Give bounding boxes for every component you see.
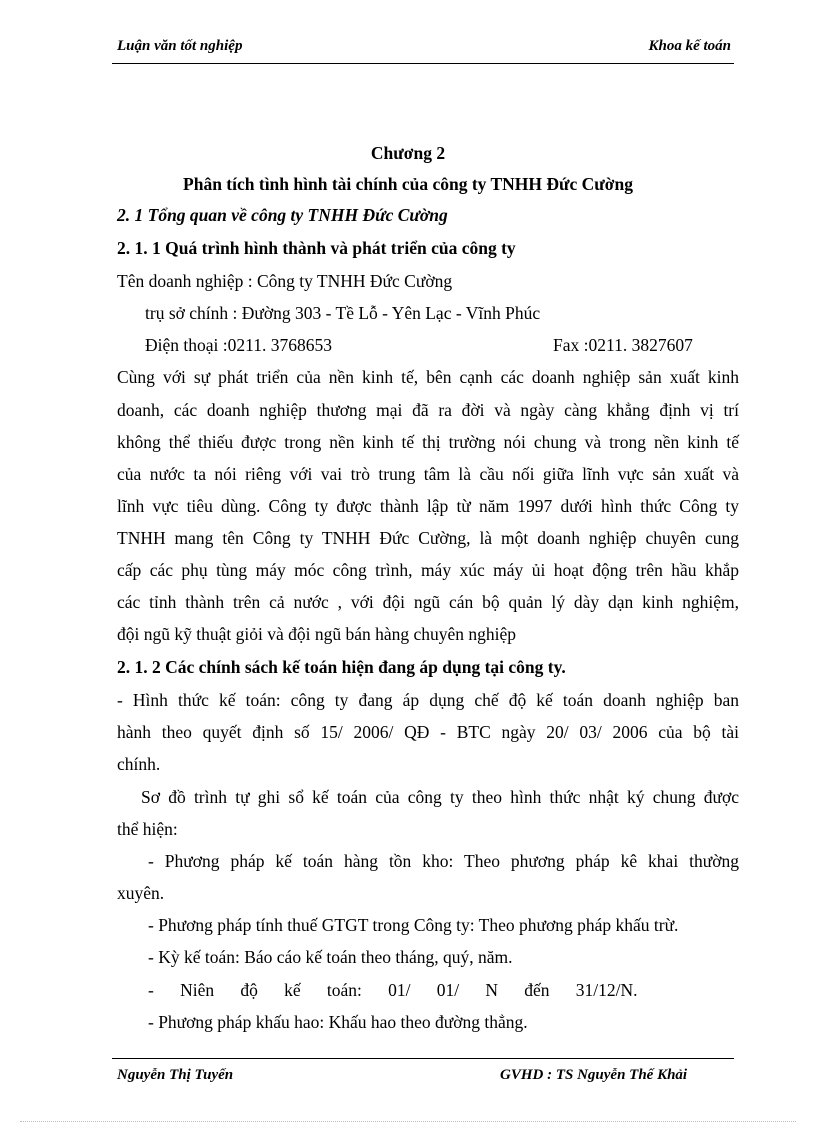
company-name: Tên doanh nghiệp : Công ty TNHH Đức Cường	[117, 271, 453, 291]
paragraph-line: không thể thiếu được trong nền kinh tế thị trường nói chung và trong nền kinh tế	[117, 432, 739, 452]
policy-line: - Phương pháp khấu hao: Khấu hao theo đường thẳng.	[148, 1012, 528, 1032]
footer-right: GVHD : TS Nguyễn Thế Khải	[500, 1067, 688, 1083]
chapter-title: Phân tích tình hình tài chính của công ty TNHH Đức Cường	[183, 174, 633, 194]
policy-line: - Kỳ kế toán: Báo cáo kế toán theo tháng, quý, năm.	[148, 947, 513, 967]
footer-left: Nguyễn Thị Tuyến	[117, 1067, 234, 1083]
policy-line: thể hiện:	[117, 819, 178, 839]
policy-line: - Phương pháp kế toán hàng tồn kho: Theo phương pháp kê khai thường	[148, 851, 739, 871]
policy-line: xuyên.	[117, 883, 165, 903]
headquarters: trụ sở chính : Đường 303 - Tề Lỗ - Yên Lạc - Vĩnh Phúc	[145, 303, 541, 323]
section-2-1-heading: 2. 1 Tổng quan về công ty TNHH Đức Cường	[117, 205, 448, 225]
fax: Fax :0211. 3827607	[553, 335, 693, 355]
paragraph-line: đội ngũ kỹ thuật giỏi và đội ngũ bán hàng chuyên nghiệp	[117, 624, 517, 644]
section-2-1-2-heading: 2. 1. 2 Các chính sách kế toán hiện đang áp dụng tại công ty.	[117, 657, 566, 677]
paragraph-line: các tỉnh thành trên cả nước , với đội ngũ cán bộ quản lý dày dạn kinh nghiệm,	[117, 592, 739, 612]
policy-line: hành theo quyết định số 15/ 2006/ QĐ - BTC ngày 20/ 03/ 2006 của bộ tài	[117, 722, 739, 742]
paragraph-line: của nước ta nói riêng với vai trò trung tâm là cầu nối giữa lĩnh vực sản xuất và	[117, 464, 739, 484]
phone: Điện thoại :0211. 3768653	[145, 335, 332, 355]
section-2-1-1-heading: 2. 1. 1 Quá trình hình thành và phát triển của công ty	[117, 238, 516, 258]
paragraph-line: lĩnh vực tiêu dùng. Công ty được thành lập từ năm 1997 dưới hình thức Công ty	[117, 496, 739, 516]
policy-line: - Niên độ kế toán: 01/ 01/ N đến 31/12/N.	[148, 980, 638, 1000]
policy-line: - Phương pháp tính thuế GTGT trong Công ty: Theo phương pháp khấu trừ.	[148, 915, 679, 935]
footer-rule	[112, 1058, 734, 1059]
paragraph-line: Cùng với sự phát triển của nền kinh tế, bên cạnh các doanh nghiệp sản xuất kinh	[117, 367, 739, 387]
policy-line: - Hình thức kế toán: công ty đang áp dụng chế độ kế toán doanh nghiệp ban	[117, 690, 739, 710]
header-right: Khoa kế toán	[648, 38, 731, 54]
header-left: Luận văn tốt nghiệp	[117, 38, 243, 54]
header-rule	[112, 63, 734, 64]
paragraph-line: cấp các phụ tùng máy móc công trình, máy xúc máy ủi hoạt động trên hầu khắp	[117, 560, 739, 580]
paragraph-line: doanh, các doanh nghiệp thương mại đã ra đời và ngày càng khẳng định vị trí	[117, 400, 739, 420]
policy-line: chính.	[117, 754, 161, 774]
paragraph-line: TNHH mang tên Công ty TNHH Đức Cường, là một doanh nghiệp chuyên cung	[117, 528, 739, 548]
page-edge	[20, 1121, 796, 1122]
chapter-heading: Chương 2	[370, 143, 446, 163]
policy-line: Sơ đồ trình tự ghi sổ kế toán của công ty theo hình thức nhật ký chung được	[141, 787, 739, 807]
